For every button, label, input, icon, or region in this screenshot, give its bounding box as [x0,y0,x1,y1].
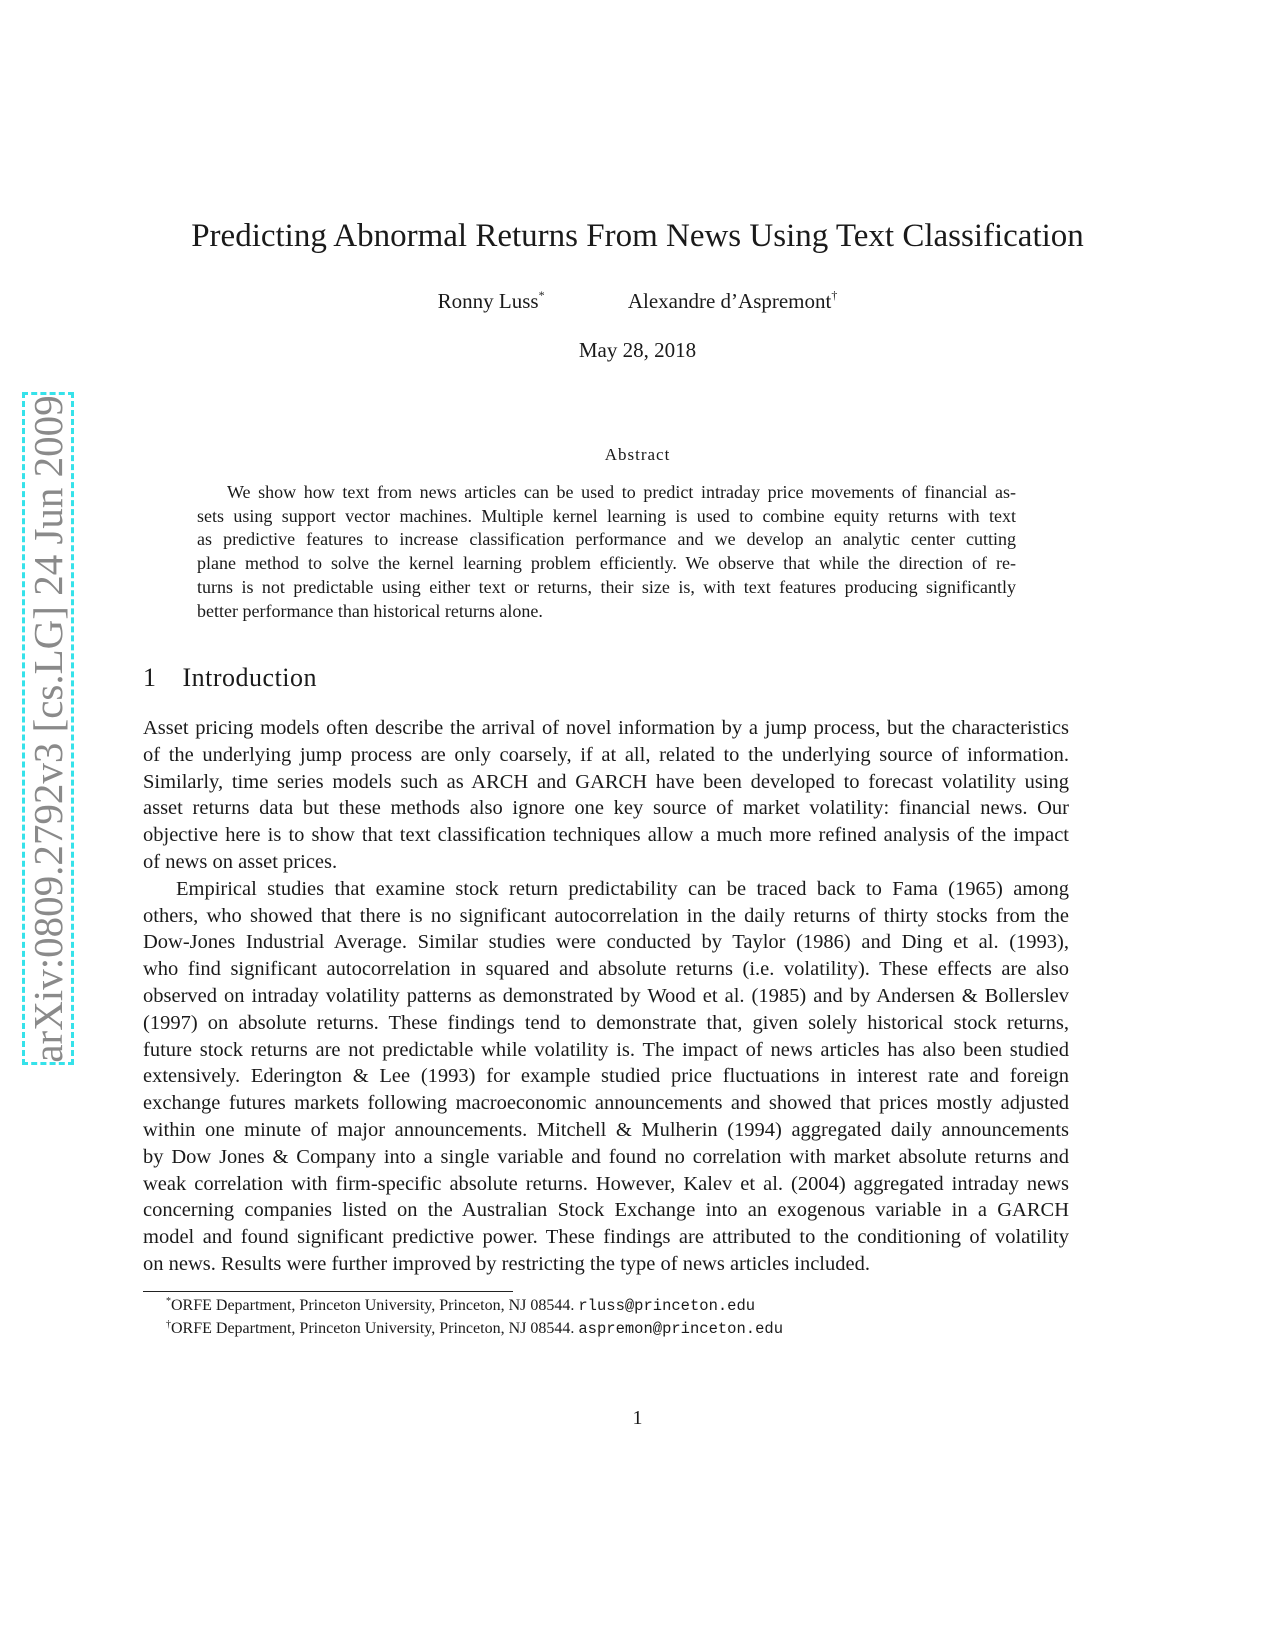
paragraph-line: Dow-Jones Industrial Average. Similar studies were conducted by Taylor (1986) and Ding et al. (1993), [143,931,1069,954]
footnote-mark: * [166,1296,171,1307]
email-link[interactable]: rluss@princeton.edu [578,1297,756,1315]
footnote-2 [166,1320,783,1338]
footnote-mark: † [831,288,838,302]
paragraph-line: extensively. Ederington & Lee (1993) for example studied price fluctuations in interest rate and foreign [143,1065,1069,1088]
footnote-1 [166,1297,755,1315]
paragraph-line: by Dow Jones & Company into a single variable and found no correlation with market absolute returns and [143,1145,1069,1168]
paragraph-line: weak correlation with firm-specific absolute returns. However, Kalev et al. (2004) aggregated intraday news [143,1172,1069,1195]
abstract-line: as predictive features to increase classification performance and we develop an analytic center cutting [197,529,1016,550]
author-1 [438,289,545,314]
email-link[interactable]: aspremon@princeton.edu [578,1320,783,1338]
paragraph-line: on news. Results were further improved by restricting the type of news articles included. [143,1253,870,1275]
paragraph-line: asset returns data but these methods also ignore one key source of market volatility: financial news. Our [143,797,1069,820]
paragraph-line: observed on intraday volatility patterns as demonstrated by Wood et al. (1985) and by Andersen & Bollerslev [143,985,1069,1007]
abstract-line: sets using support vector machines. Multiple kernel learning is used to combine equity returns with text [197,505,1016,526]
abstract-line: turns is not predictable using either text or returns, their size is, with text features producing significantly [197,576,1016,597]
paragraph-line: who find significant autocorrelation in squared and absolute returns (i.e. volatility). These effects are also [143,958,1069,981]
paragraph-line: exchange futures markets following macroeconomic announcements and showed that prices mostly adjusted [143,1092,1069,1115]
author-2 [628,289,838,314]
abstract-heading: Abstract [604,445,671,464]
paragraph-line: Asset pricing models often describe the arrival of novel information by a jump process, but the characteristics [143,717,1069,739]
footnote-text: ORFE Department, Princeton University, Princeton, NJ 08544. [171,1297,579,1314]
paragraph-line: objective here is to show that text classification techniques allow a much more refined analysis of the impact [143,824,1069,847]
arxiv-stamp [22,392,74,1065]
paragraph-line: others, who showed that there is no significant autocorrelation in the daily returns of thirty stocks from the [143,904,1069,927]
paragraph-line: future stock returns are not predictable while volatility is. The impact of news articles has also been studied [143,1038,1069,1061]
author-name: Alexandre d’Aspremont [627,289,832,313]
paragraph-line: Similarly, time series models such as ARCH and GARCH have been developed to forecast volatility using [143,770,1069,793]
date: May 28, 2018 [578,338,697,362]
paragraph-line: concerning companies listed on the Australian Stock Exchange into an exogenous variable in a GARCH [143,1199,1069,1222]
page-number: 1 [632,1407,643,1429]
paper-title: Predicting Abnormal Returns From News Using Text Classification [191,218,1084,254]
section-number: 1 [143,663,157,692]
arxiv-id: arXiv:0809.2792v3 [cs.LG] 24 Jun 2009 [25,394,71,1063]
footnote-rule [143,1291,513,1292]
abstract-line: better performance than historical returns alone. [197,600,543,621]
paragraph-line: of the underlying jump process are only coarsely, if at all, related to the underlying source of information. [143,743,1069,766]
footnote-mark: † [166,1319,171,1330]
section-heading [143,663,317,693]
paragraph-line: model and found significant predictive power. These findings are attributed to the conditioning of volatility [143,1226,1069,1249]
abstract-line: plane method to solve the kernel learning problem efficiently. We observe that while the direction of re- [197,553,1016,574]
abstract-line: We show how text from news articles can be used to predict intraday price movements of financial as- [227,482,1016,502]
paragraph-line: of news on asset prices. [143,851,338,873]
paragraph-line: within one minute of major announcements. Mitchell & Mulherin (1994) aggregated daily announcements [143,1119,1069,1141]
footnote-text: ORFE Department, Princeton University, Princeton, NJ 08544. [171,1320,579,1337]
paragraph-line: Empirical studies that examine stock return predictability can be traced back to Fama (1965) among [176,877,1069,900]
author-name: Ronny Luss [437,289,539,313]
section-title: Introduction [182,663,318,692]
paragraph-line: (1997) on absolute returns. These findings tend to demonstrate that, given solely historical stock returns, [143,1011,1069,1034]
footnote-mark: * [538,288,545,302]
authors [0,289,1275,314]
